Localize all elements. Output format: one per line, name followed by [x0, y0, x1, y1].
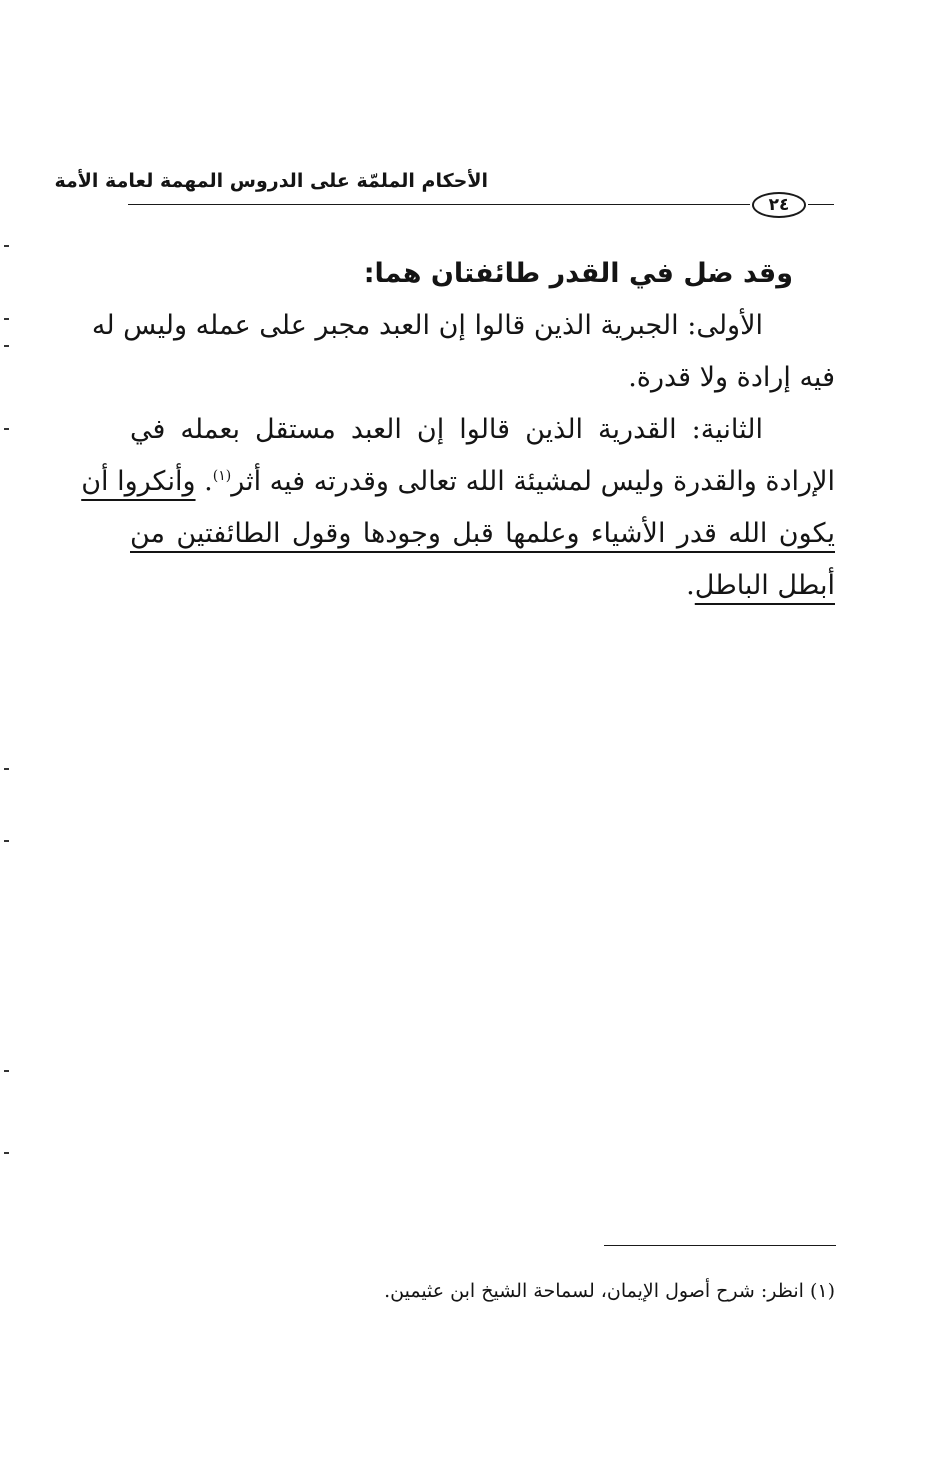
body-text: [81, 248, 835, 612]
scan-speck: [4, 1152, 9, 1154]
scan-speck: [4, 840, 9, 842]
paragraph-first-line: فيه إرادة ولا قدرة.: [628, 362, 835, 393]
footnote: [300, 1276, 835, 1306]
running-title: الأحكام الملمّة على الدروس المهمة لعامة الأمة: [54, 170, 488, 192]
paragraph-second-line: [130, 560, 835, 612]
text-run: .: [686, 570, 695, 601]
text-run: الإرادة والقدرة وليس لمشيئة الله تعالى وقدرته فيه أثر: [231, 466, 835, 497]
footnote-rule: [604, 1245, 836, 1246]
footnote-number: (١): [809, 1280, 835, 1302]
scan-speck: [4, 345, 9, 347]
scan-speck: [4, 245, 9, 247]
header-rule: [128, 204, 750, 205]
scan-speck: [4, 768, 9, 770]
paragraph-first: [91, 300, 835, 404]
footnote-text: انظر: شرح أصول الإيمان، لسماحة الشيخ ابن عثيمين.: [384, 1280, 804, 1302]
underlined-text: وأنكروا أن: [81, 466, 196, 497]
header-dash: [808, 204, 834, 205]
paragraph-first-line: الأولى: الجبرية الذين قالوا إن العبد مجبر على عمله وليس له: [91, 310, 763, 341]
paragraph-second-line: الثانية: القدرية الذين قالوا إن العبد مستقل بعمله في: [130, 414, 763, 445]
paragraph-second-line: [81, 456, 835, 508]
paragraph-second: [81, 404, 835, 612]
underlined-text: يكون الله قدر الأشياء وعلمها قبل وجودها وقول الطائفتين من: [130, 518, 835, 549]
scan-speck: [4, 1070, 9, 1072]
footnote-reference: (١): [212, 468, 232, 484]
text-run: .: [204, 466, 213, 497]
page-number-badge: ٢٤: [752, 192, 806, 218]
scan-speck: [4, 428, 9, 430]
scan-speck: [4, 318, 9, 320]
intro-heading: وقد ضل في القدر طائفتان هما:: [363, 258, 793, 289]
underlined-text: أبطل الباطل: [694, 570, 835, 601]
